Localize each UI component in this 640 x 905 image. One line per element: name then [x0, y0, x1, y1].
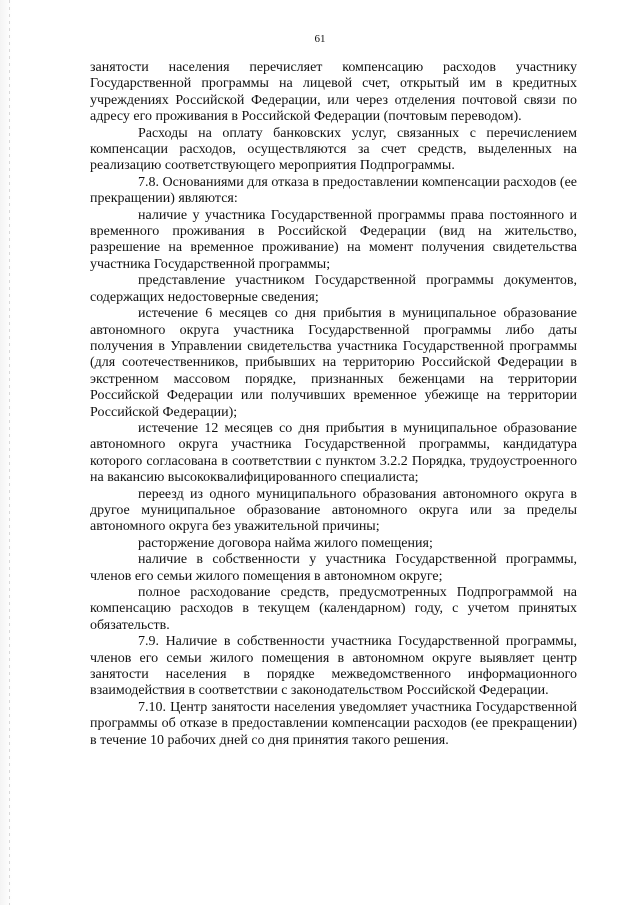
- paragraph-7-8-heading: 7.8. Основаниями для отказа в предоставлении компенсации расходов (ее прекращении) являются:: [90, 174, 577, 207]
- paragraph-6-months: истечение 6 месяцев со дня прибытия в муниципальное образование автономного округа участника Государственной программы либо даты получения в Управлении свидетельства участника Государственной программы (для соотечественников, прибывших на территорию Российской Федерации в экстренном массовом порядке, признанных беженцами на территории Российской Федерации или получивших временное убежище на территории Российской Федерации);: [90, 306, 577, 420]
- paragraph-12-months: истечение 12 месяцев со дня прибытия в муниципальное образование автономного округа участника Государственной программы, кандидатура которого согласована в соответствии с пунктом 3.2.2 Порядка, трудоустроенного на вакансию высококвалифицированного специалиста;: [90, 420, 577, 486]
- paragraph-residence-right: наличие у участника Государственной программы права постоянного и временного проживания в Российской Федерации (вид на жительство, разрешение на временное проживание) на момент получения свидетельства участника Государственной программы;: [90, 207, 577, 272]
- document-body: [90, 60, 577, 749]
- paragraph-funds-exhausted: полное расходование средств, предусмотренных Подпрограммой на компенсацию расходов в текущем (календарном) году, с учетом принятых обязательств.: [90, 585, 577, 633]
- paragraph-relocation: переезд из одного муниципального образования автономного округа в другое муниципальное образование автономного округа или за пределы автономного округа без уважительной причины;: [90, 486, 577, 535]
- paragraph-7-9: 7.9. Наличие в собственности участника Государственной программы, членов его семьи жилого помещения в автономном округе выявляет центр занятости населения в порядке межведомственного информационного взаимодействия в соответствии с законодательством Российской Федерации.: [90, 634, 577, 699]
- paragraph-payment-transfer: занятости населения перечисляет компенсацию расходов участнику Государственной программы на лицевой счет, открытый им в кредитных учреждениях Российской Федерации, или через отделения почтовой связи по адресу его проживания в Российской Федерации (почтовым переводом).: [90, 60, 577, 125]
- paragraph-lease-termination: расторжение договора найма жилого помещения;: [138, 535, 433, 551]
- paragraph-false-documents: представление участником Государственной программы документов, содержащих недостоверные сведения;: [90, 273, 577, 305]
- scan-edge-shadow: [0, 0, 12, 905]
- paragraph-owned-housing: наличие в собственности у участника Государственной программы, членов его семьи жилого помещения в автономном округе;: [90, 552, 577, 584]
- paragraph-bank-fees: Расходы на оплату банковских услуг, связанных с перечислением компенсации расходов, осуществляются за счет средств, выделенных на реализацию соответствующего мероприятия Подпрограммы.: [90, 125, 577, 174]
- paragraph-7-10: 7.10. Центр занятости населения уведомляет участника Государственной программы об отказе в предоставлении компенсации расходов (ее прекращении) в течение 10 рабочих дней со дня принятия такого решения.: [90, 699, 577, 748]
- page-number: 61: [314, 33, 326, 45]
